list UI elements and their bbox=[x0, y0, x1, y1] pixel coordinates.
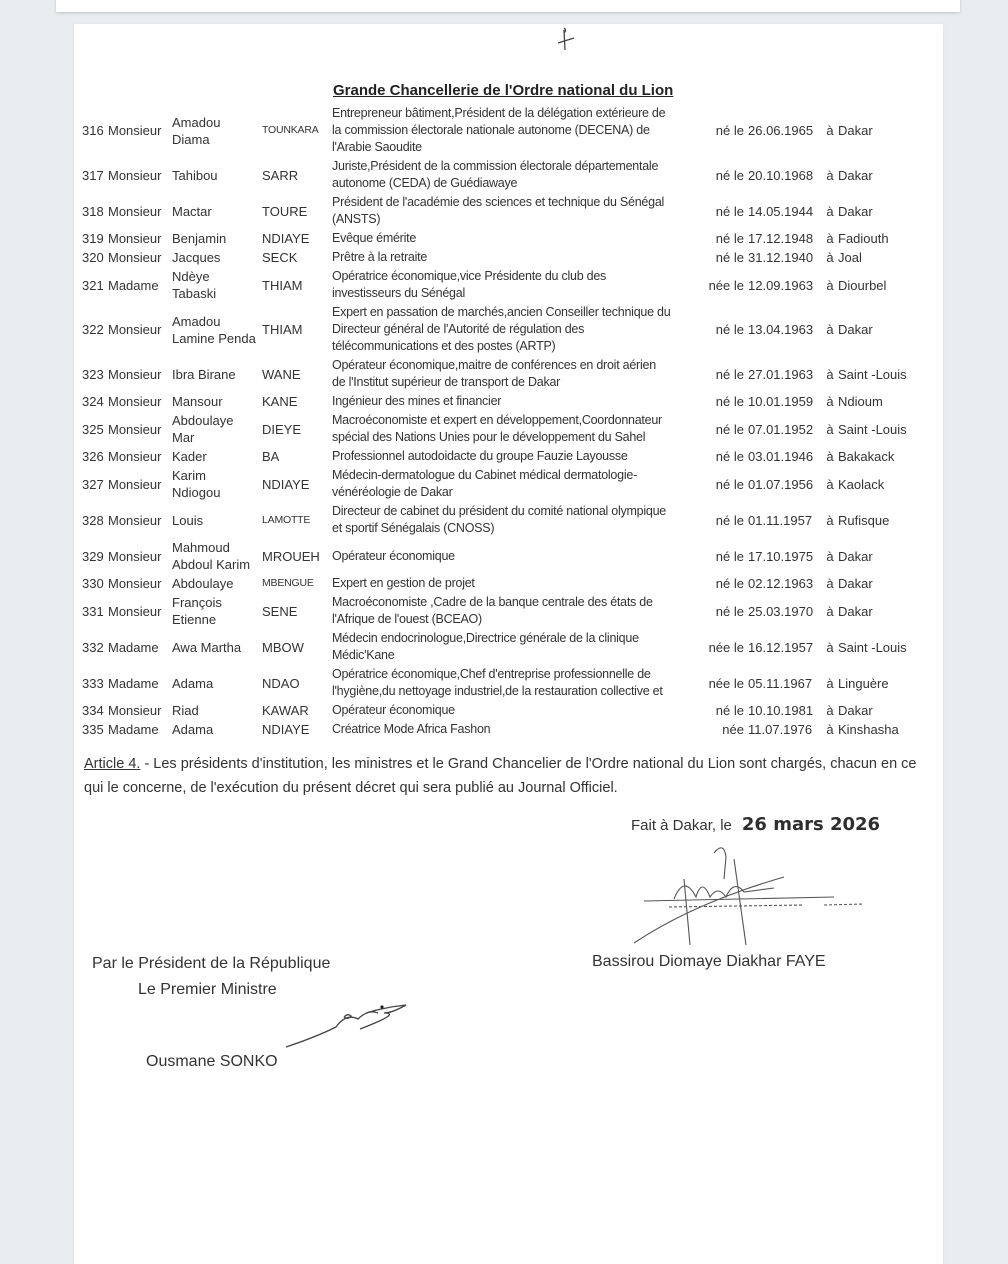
last-name: SENE bbox=[262, 603, 298, 619]
first-name-line: Adama bbox=[172, 675, 214, 691]
birth-label: né le bbox=[715, 576, 744, 591]
birth-place: Joal bbox=[838, 250, 862, 265]
profession-line: Médecin-dermatologue du Cabinet médical dermatologie- bbox=[332, 468, 637, 482]
profession bbox=[332, 467, 702, 501]
article-label: Article 4. bbox=[84, 756, 141, 772]
birth-place: Dakar bbox=[838, 576, 873, 591]
profession-line: spécial des Nations Unies pour le développement du Sahel bbox=[332, 430, 646, 444]
profession-line: Prêtre à la retraite bbox=[332, 250, 428, 264]
first-names bbox=[172, 539, 262, 573]
birth-label: né le bbox=[715, 123, 744, 138]
civility: Madame bbox=[108, 675, 159, 691]
civility: Monsieur bbox=[108, 703, 162, 718]
first-name-line: Abdoul Karim bbox=[172, 557, 251, 572]
first-name-line: Tabaski bbox=[172, 286, 217, 301]
table-row bbox=[82, 194, 935, 228]
profession bbox=[332, 194, 702, 228]
first-names bbox=[172, 412, 262, 446]
last-name: WANE bbox=[262, 366, 301, 382]
last-name: BA bbox=[262, 449, 280, 464]
profession-line: autonome (CEDA) de Guédiawaye bbox=[332, 176, 518, 190]
table-row bbox=[82, 158, 935, 192]
profession-line: Ingénieur des mines et financier bbox=[332, 394, 502, 408]
first-name-line: Amadou bbox=[172, 114, 221, 130]
civility: Monsieur bbox=[108, 576, 162, 591]
birth-label: né le bbox=[715, 512, 744, 528]
birth-place-prep: à bbox=[826, 231, 834, 246]
table-row bbox=[82, 412, 935, 446]
last-name: THIAM bbox=[262, 277, 303, 293]
birth-place: Dakar bbox=[838, 203, 873, 219]
birth-place: Dakar bbox=[838, 603, 873, 619]
profession-line: Créatrice Mode Africa Fashon bbox=[332, 722, 491, 736]
row-number: 330 bbox=[82, 576, 104, 591]
first-name-line: Ndiogou bbox=[172, 485, 221, 500]
birth-place: Dakar bbox=[838, 548, 873, 564]
birth-place: Kaolack bbox=[838, 476, 885, 492]
profession-line: Opérateur économique bbox=[332, 703, 455, 717]
birth-label: né le bbox=[715, 322, 744, 337]
row-number: 332 bbox=[82, 639, 104, 655]
decoration-list bbox=[82, 105, 935, 738]
row-number: 331 bbox=[82, 603, 104, 619]
first-name-line: Karim bbox=[172, 468, 206, 483]
profession-line: télécommunications et des postes (ARTP) bbox=[332, 339, 556, 353]
civility: Monsieur bbox=[108, 603, 162, 619]
birth-label: né le bbox=[715, 421, 744, 437]
table-row bbox=[82, 268, 935, 302]
row-number: 316 bbox=[82, 123, 104, 138]
birth-place: Saint -Louis bbox=[838, 421, 907, 437]
last-name: TOUNKARA bbox=[262, 124, 319, 136]
president-signature bbox=[604, 839, 894, 949]
birth-place-prep: à bbox=[826, 167, 834, 183]
birth-label: né le bbox=[715, 603, 744, 619]
profession bbox=[332, 448, 702, 465]
birth-place-prep: à bbox=[826, 421, 834, 437]
birth-label: né le bbox=[715, 394, 744, 409]
profession-line: et sportif Sénégalais (CNOSS) bbox=[332, 521, 495, 535]
civility: Monsieur bbox=[108, 167, 162, 183]
first-names bbox=[172, 230, 262, 247]
table-row bbox=[82, 721, 935, 738]
first-name-line: Adama bbox=[172, 722, 214, 737]
profession-line: investisseurs du Sénégal bbox=[332, 286, 465, 300]
profession-line: Entrepreneur bâtiment,Président de la délégation extérieure de bbox=[332, 106, 666, 120]
profession-line: Opératrice économique,Chef d'entreprise professionnelle de bbox=[332, 667, 651, 681]
first-name-line: Tahibou bbox=[172, 167, 218, 183]
row-number: 333 bbox=[82, 675, 104, 691]
birth-place-prep: à bbox=[826, 277, 834, 293]
table-row bbox=[82, 230, 935, 247]
last-name: LAMOTTE bbox=[262, 513, 311, 526]
table-row bbox=[82, 357, 935, 391]
row-number: 318 bbox=[82, 203, 104, 219]
first-names bbox=[172, 639, 262, 656]
first-names bbox=[172, 448, 262, 465]
table-row bbox=[82, 448, 935, 465]
row-number: 317 bbox=[82, 167, 104, 183]
birth-label: né le bbox=[715, 167, 744, 183]
president-name: Bassirou Diomaye Diakhar FAYE bbox=[592, 953, 826, 970]
last-name: MROUEH bbox=[262, 548, 320, 564]
first-name-line: Mahmoud bbox=[172, 540, 230, 555]
table-row bbox=[82, 393, 935, 410]
table-row bbox=[82, 630, 935, 664]
first-name-line: Amadou bbox=[172, 313, 221, 329]
birth-date: 03.01.1946 bbox=[748, 449, 814, 464]
first-name-line: Etienne bbox=[172, 612, 217, 627]
row-number: 324 bbox=[82, 394, 104, 409]
birth-label: né le bbox=[715, 449, 744, 464]
profession bbox=[332, 666, 702, 700]
birth-label: né le bbox=[715, 548, 744, 564]
birth-place: Dakar bbox=[838, 123, 873, 138]
profession bbox=[332, 630, 702, 664]
row-number: 319 bbox=[82, 231, 104, 246]
profession-line: Macroéconomiste et expert en développement,Coordonnateur bbox=[332, 413, 662, 427]
profession bbox=[332, 503, 702, 537]
signing-line bbox=[631, 814, 935, 835]
birth-place-prep: à bbox=[826, 675, 834, 691]
profession bbox=[332, 268, 702, 302]
signature-area bbox=[82, 839, 935, 1089]
first-names bbox=[172, 393, 262, 410]
row-number: 327 bbox=[82, 476, 104, 492]
profession-line: l'hygiène,du nettoyage industriel,de la restauration collective et bbox=[332, 684, 663, 698]
countersign-line-2: Le Premier Ministre bbox=[138, 981, 277, 998]
profession-line: Médecin endocrinologue,Directrice générale de la clinique bbox=[332, 631, 639, 645]
birth-place-prep: à bbox=[826, 449, 834, 464]
civility: Monsieur bbox=[108, 322, 162, 337]
signing-place: Fait à Dakar, le bbox=[631, 817, 732, 834]
article-text: - Les présidents d'institution, les ministres et le Grand Chancelier de l'Ordre national du Lion sont chargés, chacun en ce qui le concerne, de l'exécution du présent décret qui sera publié au Journal Officiel. bbox=[84, 756, 917, 796]
birth-date: 01.11.1957 bbox=[748, 512, 813, 528]
profession-line: Opérateur économique,maitre de conférences en droit aérien bbox=[332, 358, 656, 372]
prime-minister-name: Ousmane SONKO bbox=[146, 1053, 278, 1070]
birth-place-prep: à bbox=[826, 548, 834, 564]
birth-label: né le bbox=[715, 476, 744, 492]
civility: Monsieur bbox=[108, 250, 162, 265]
civility: Madame bbox=[108, 639, 159, 655]
profession-line: l'Arabie Saoudite bbox=[332, 140, 422, 154]
first-names bbox=[172, 467, 262, 501]
profession bbox=[332, 721, 702, 738]
civility: Monsieur bbox=[108, 512, 162, 528]
first-name-line: Mactar bbox=[172, 203, 212, 219]
profession-line: Médic'Kane bbox=[332, 648, 395, 662]
civility: Monsieur bbox=[108, 366, 162, 382]
birth-place-prep: à bbox=[826, 603, 834, 619]
birth-label: née bbox=[722, 722, 744, 737]
birth-place: Saint -Louis bbox=[838, 366, 907, 382]
profession-line: Juriste,Président de la commission électorale départementale bbox=[332, 159, 659, 173]
last-name: NDAO bbox=[262, 675, 300, 691]
signing-date: 26 mars 2026 bbox=[741, 814, 881, 835]
last-name: THIAM bbox=[262, 322, 303, 337]
birth-date: 16.12.1957 bbox=[748, 639, 814, 655]
profession-line: Directeur général de l'Autorité de régulation des bbox=[332, 322, 585, 336]
birth-place-prep: à bbox=[826, 703, 834, 718]
birth-place: Linguère bbox=[838, 675, 889, 691]
birth-place-prep: à bbox=[826, 366, 834, 382]
birth-place-prep: à bbox=[826, 203, 834, 219]
first-name-line: Benjamin bbox=[172, 231, 227, 246]
birth-label: né le bbox=[715, 231, 744, 246]
table-row bbox=[82, 666, 935, 700]
table-row bbox=[82, 594, 935, 628]
birth-place: Rufisque bbox=[838, 512, 890, 528]
row-number: 335 bbox=[82, 722, 104, 737]
first-name-line: Ibra Birane bbox=[172, 366, 236, 382]
civility: Monsieur bbox=[108, 421, 162, 437]
birth-date: 17.10.1975 bbox=[748, 548, 814, 564]
birth-date: 27.01.1963 bbox=[748, 366, 814, 382]
profession-line: (ANSTS) bbox=[332, 212, 381, 226]
birth-place: Fadiouth bbox=[838, 231, 889, 246]
civility: Monsieur bbox=[108, 394, 162, 409]
birth-label: né le bbox=[715, 203, 744, 219]
birth-place-prep: à bbox=[826, 512, 834, 528]
first-name-line: Jacques bbox=[172, 250, 221, 265]
first-name-line: François bbox=[172, 595, 222, 610]
profession bbox=[332, 158, 702, 192]
table-row bbox=[82, 467, 935, 501]
first-names bbox=[172, 575, 262, 592]
first-name-line: Awa Martha bbox=[172, 639, 242, 655]
birth-place: Bakakack bbox=[838, 449, 895, 464]
birth-place: Diourbel bbox=[838, 277, 887, 293]
civility: Monsieur bbox=[108, 548, 162, 564]
profession-line: la commission électorale nationale autonome (DECENA) de bbox=[332, 123, 650, 137]
last-name: NDIAYE bbox=[262, 722, 310, 737]
table-row bbox=[82, 539, 935, 573]
birth-label: né le bbox=[715, 250, 744, 265]
profession-line: Opérateur économique bbox=[332, 548, 455, 563]
first-names bbox=[172, 114, 262, 148]
profession-line: Evêque émérite bbox=[332, 231, 417, 245]
profession-line: Président de l'académie des sciences et technique du Sénégal bbox=[332, 195, 665, 209]
birth-place: Kinshasha bbox=[838, 722, 899, 737]
civility: Madame bbox=[108, 277, 159, 293]
table-row bbox=[82, 702, 935, 719]
row-number: 329 bbox=[82, 548, 104, 564]
birth-date: 14.05.1944 bbox=[748, 203, 814, 219]
profession bbox=[332, 357, 702, 391]
row-number: 322 bbox=[82, 322, 104, 337]
birth-date: 10.01.1959 bbox=[748, 394, 814, 409]
civility: Monsieur bbox=[108, 476, 162, 492]
article-4 bbox=[84, 752, 934, 800]
profession-line: l'Afrique de l'ouest (BCEAO) bbox=[332, 612, 482, 626]
row-number: 321 bbox=[82, 277, 104, 293]
birth-date: 25.03.1970 bbox=[748, 603, 814, 619]
birth-place: Dakar bbox=[838, 703, 873, 718]
first-names bbox=[172, 721, 262, 738]
table-row bbox=[82, 304, 935, 355]
first-names bbox=[172, 268, 262, 302]
row-number: 320 bbox=[82, 250, 104, 265]
section-title: Grande Chancellerie de l'Ordre national du Lion bbox=[333, 82, 674, 99]
scrollbar[interactable] bbox=[1002, 0, 1008, 1256]
first-name-line: Ndèye bbox=[172, 269, 210, 284]
birth-label: née le bbox=[708, 675, 744, 691]
first-names bbox=[172, 167, 262, 184]
birth-place: Dakar bbox=[838, 322, 873, 337]
birth-label: né le bbox=[715, 366, 744, 382]
first-name-line: Mar bbox=[172, 430, 195, 445]
last-name: KAWAR bbox=[262, 703, 309, 718]
birth-date: 20.10.1968 bbox=[748, 167, 814, 183]
first-names bbox=[172, 203, 262, 220]
table-row bbox=[82, 105, 935, 156]
first-name-line: Louis bbox=[172, 512, 204, 528]
birth-label: née le bbox=[708, 639, 744, 655]
profession bbox=[332, 230, 702, 247]
countersign-line-1: Par le Président de la République bbox=[92, 955, 331, 972]
civility: Monsieur bbox=[108, 203, 162, 219]
birth-place-prep: à bbox=[826, 476, 834, 492]
profession bbox=[332, 412, 702, 446]
previous-page-edge bbox=[56, 0, 960, 12]
birth-place: Ndioum bbox=[838, 394, 883, 409]
first-names bbox=[172, 702, 262, 719]
profession bbox=[332, 702, 702, 719]
birth-place-prep: à bbox=[826, 394, 834, 409]
first-name-line: Kader bbox=[172, 449, 207, 464]
first-names bbox=[172, 313, 262, 347]
profession bbox=[332, 304, 702, 355]
row-number: 325 bbox=[82, 421, 104, 437]
document-page bbox=[74, 24, 943, 1264]
profession-line: Directeur de cabinet du président du comité national olympique bbox=[332, 504, 667, 518]
profession bbox=[332, 594, 702, 628]
last-name: NDIAYE bbox=[262, 476, 310, 492]
civility: Monsieur bbox=[108, 231, 162, 246]
birth-place-prep: à bbox=[826, 576, 834, 591]
profession-line: Expert en passation de marchés,ancien Conseiller technique du bbox=[332, 305, 671, 319]
profession-line: Professionnel autodoidacte du groupe Fauzie Layousse bbox=[332, 449, 628, 463]
row-number: 326 bbox=[82, 449, 104, 464]
birth-place-prep: à bbox=[826, 250, 834, 265]
last-name: NDIAYE bbox=[262, 231, 310, 246]
profession-line: de l'Institut supérieur de transport de Dakar bbox=[332, 375, 561, 389]
profession-line: Expert en gestion de projet bbox=[332, 576, 475, 590]
civility: Monsieur bbox=[108, 449, 162, 464]
first-name-line: Abdoulaye bbox=[172, 576, 234, 591]
table-row bbox=[82, 575, 935, 592]
birth-date: 12.09.1963 bbox=[748, 277, 814, 293]
profession-line: Opératrice économique,vice Présidente du club des bbox=[332, 269, 607, 283]
handwritten-page-number bbox=[550, 26, 580, 52]
first-names bbox=[172, 675, 262, 692]
birth-date: 17.12.1948 bbox=[748, 231, 814, 246]
table-row bbox=[82, 249, 935, 266]
first-name-line: Diama bbox=[172, 131, 210, 147]
row-number: 323 bbox=[82, 366, 104, 382]
profession bbox=[332, 105, 702, 156]
birth-date: 02.12.1963 bbox=[748, 576, 814, 591]
first-names bbox=[172, 512, 262, 529]
row-number: 328 bbox=[82, 512, 104, 528]
last-name: TOURE bbox=[262, 203, 308, 219]
birth-date: 31.12.1940 bbox=[748, 250, 814, 265]
birth-label: né le bbox=[715, 703, 744, 718]
birth-date: 05.11.1967 bbox=[748, 675, 813, 691]
birth-place-prep: à bbox=[826, 639, 834, 655]
first-name-line: Lamine Penda bbox=[172, 330, 256, 346]
profession-line: Macroéconomiste ,Cadre de la banque centrale des états de bbox=[332, 595, 653, 609]
birth-date: 11.07.1976 bbox=[748, 722, 813, 737]
birth-date: 01.07.1956 bbox=[748, 476, 814, 492]
first-name-line: Abdoulaye bbox=[172, 413, 234, 428]
birth-place-prep: à bbox=[826, 722, 834, 737]
birth-date: 10.10.1981 bbox=[748, 703, 814, 718]
birth-date: 13.04.1963 bbox=[748, 322, 814, 337]
birth-date: 07.01.1952 bbox=[748, 421, 814, 437]
birth-place: Saint -Louis bbox=[838, 639, 907, 655]
birth-label: née le bbox=[708, 277, 744, 293]
first-names bbox=[172, 249, 262, 266]
birth-place: Dakar bbox=[838, 167, 873, 183]
table-row bbox=[82, 503, 935, 537]
last-name: KANE bbox=[262, 394, 298, 409]
prime-minister-signature bbox=[282, 1001, 412, 1051]
last-name: SARR bbox=[262, 167, 299, 183]
last-name: MBOW bbox=[262, 639, 304, 655]
birth-place-prep: à bbox=[826, 322, 834, 337]
first-name-line: Riad bbox=[172, 703, 199, 718]
row-number: 334 bbox=[82, 703, 104, 718]
first-names bbox=[172, 366, 262, 383]
profession bbox=[332, 393, 702, 410]
profession-line: vénéréologie de Dakar bbox=[332, 485, 453, 499]
first-names bbox=[172, 594, 262, 628]
last-name: SECK bbox=[262, 250, 298, 265]
last-name: DIEYE bbox=[262, 421, 302, 437]
profession bbox=[332, 249, 702, 266]
birth-date: 26.06.1965 bbox=[748, 123, 814, 138]
profession bbox=[332, 575, 702, 592]
first-name-line: Mansour bbox=[172, 394, 223, 409]
birth-place-prep: à bbox=[826, 123, 834, 138]
profession bbox=[332, 548, 702, 565]
civility: Madame bbox=[108, 722, 159, 737]
civility: Monsieur bbox=[108, 123, 162, 138]
last-name: MBENGUE bbox=[262, 577, 314, 589]
